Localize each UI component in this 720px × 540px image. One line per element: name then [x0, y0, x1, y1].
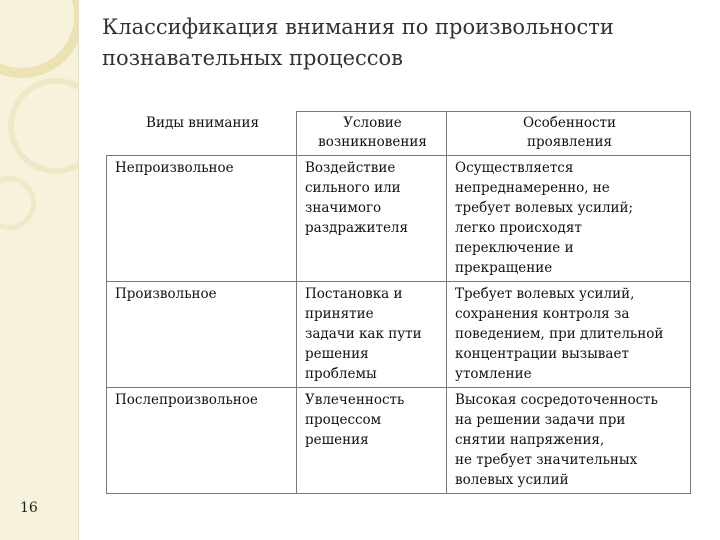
- header-condition: [297, 112, 447, 156]
- cell-features-line: не требует значительных: [455, 452, 638, 468]
- cell-condition-line: Постановка и: [305, 286, 403, 302]
- cell-condition-line: процессом: [305, 412, 382, 428]
- cell-attention-type: Непроизвольное: [107, 156, 297, 282]
- cell-features-line: Высокая сосредоточенность: [455, 392, 658, 408]
- table-row: [107, 282, 691, 388]
- cell-condition-line: сильного или: [305, 180, 401, 196]
- cell-features-line: на решении задачи при: [455, 412, 626, 428]
- header-features-text: Особенности проявления: [522, 115, 617, 150]
- cell-condition-line: Воздействие: [305, 160, 396, 176]
- slide-title: Классификация внимания по произвольности познавательных процессов: [102, 15, 614, 70]
- cell-attention-type: Произвольное: [107, 282, 297, 388]
- cell-features-line: легко происходят: [455, 220, 582, 236]
- cell-condition-line: решения: [305, 432, 369, 448]
- cell-features-line: волевых усилий: [455, 472, 569, 488]
- slide-number: 16: [20, 500, 38, 516]
- cell-features-line: концентрации вызывает: [455, 346, 629, 362]
- cell-condition-line: решения: [305, 346, 369, 362]
- decorative-circle: [0, 0, 79, 78]
- header-features: [447, 112, 691, 156]
- cell-features-line: утомление: [455, 366, 532, 382]
- cell-features-line: поведением, при длительной: [455, 326, 664, 342]
- cell-features-line: непреднамеренно, не: [455, 180, 610, 196]
- cell-condition-line: проблемы: [305, 366, 377, 382]
- cell-condition: [297, 388, 447, 494]
- table-row: [107, 156, 691, 282]
- cell-condition-line: принятие: [305, 306, 374, 322]
- decorative-circle: [0, 176, 36, 230]
- cell-condition-line: значимого: [305, 200, 382, 216]
- table-header-row: [107, 112, 691, 156]
- cell-features-line: переключение и: [455, 240, 574, 256]
- cell-condition: [297, 156, 447, 282]
- cell-condition-line: задачи как пути: [305, 326, 422, 342]
- cell-features-line: снятии напряжения,: [455, 432, 605, 448]
- table-row: [107, 388, 691, 494]
- header-condition-text: Условие возникновения: [318, 115, 427, 150]
- cell-condition-line: Увлеченность: [305, 392, 405, 408]
- cell-features: [447, 388, 691, 494]
- cell-features-line: Требует волевых усилий,: [455, 286, 635, 302]
- cell-features: [447, 282, 691, 388]
- decorative-circle: [8, 78, 79, 174]
- decorative-sidebar: [0, 0, 79, 540]
- cell-features-line: прекращение: [455, 260, 553, 276]
- cell-condition: [297, 282, 447, 388]
- cell-condition-line: раздражителя: [305, 220, 409, 236]
- cell-features-line: требует волевых усилий;: [455, 200, 634, 216]
- classification-table: [106, 111, 691, 494]
- cell-attention-type: Послепроизвольное: [107, 388, 297, 494]
- cell-features: [447, 156, 691, 282]
- cell-features-line: сохранения контроля за: [455, 306, 630, 322]
- cell-features-line: Осуществляется: [455, 160, 574, 176]
- header-attention-types: Виды внимания: [107, 112, 297, 156]
